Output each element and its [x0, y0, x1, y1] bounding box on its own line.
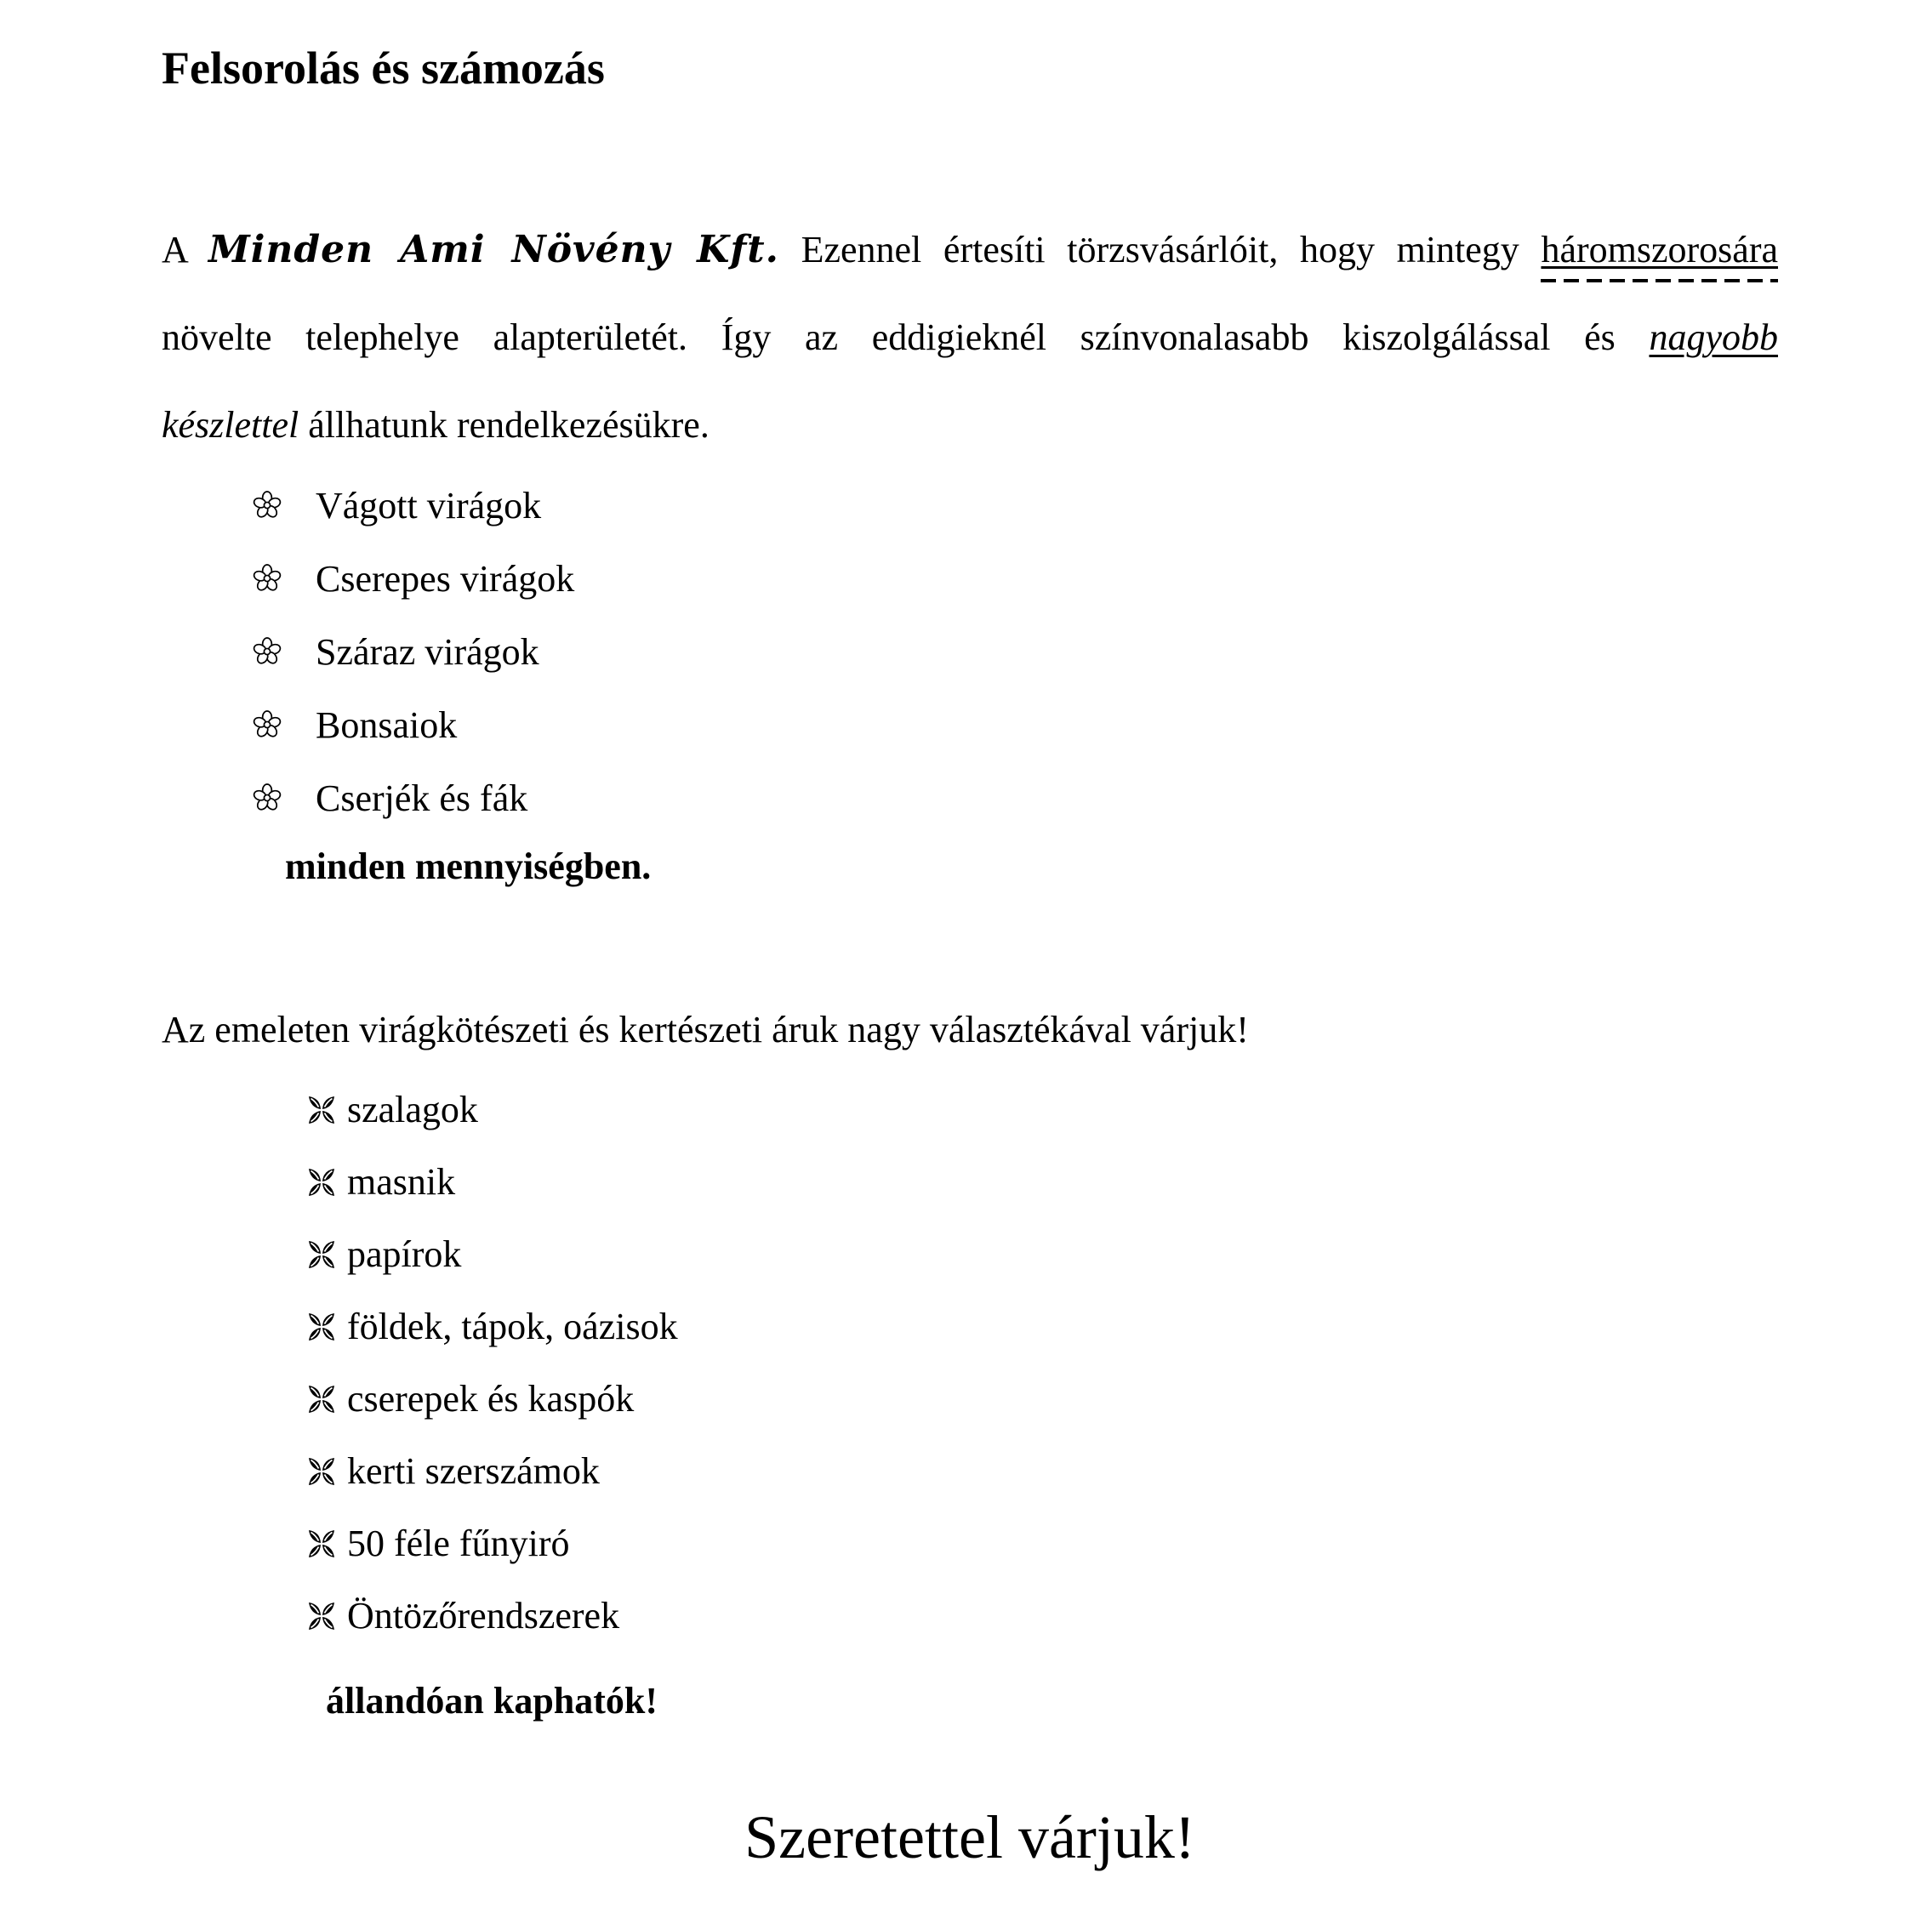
list-item: [162, 761, 1778, 834]
list-item: [162, 1507, 1778, 1580]
intro-line2-text: növelte telephelye alapterületét. Így az eddigieknél színvonalasabb kiszolgálással és: [162, 316, 1650, 358]
intro-line1-middle: Ezennel értesíti törzsvásárlóit, hogy mintegy: [778, 229, 1542, 270]
intro-paragraph: [162, 206, 1778, 469]
middle-paragraph: Az emeleten virágkötészeti és kertészeti áruk nagy választékával várjuk!: [162, 1009, 1249, 1050]
flower-bullet-list: [162, 469, 1778, 834]
flower-bullet-icon: [253, 710, 282, 739]
list-item-label: szalagok: [347, 1089, 478, 1130]
list-item-label: Cserepes virágok: [316, 557, 575, 600]
list-item-label: Vágott virágok: [316, 484, 542, 527]
list-item: [162, 688, 1778, 761]
flower-bullet-icon: [253, 637, 282, 666]
list-item: [162, 1146, 1778, 1218]
intro-line1-prefix: A: [162, 229, 208, 270]
list-item: [162, 1435, 1778, 1507]
list-item-label: 50 féle fűnyiró: [347, 1523, 570, 1564]
list-item-label: cserepek és kaspók: [347, 1378, 635, 1420]
flower-bullet-icon: [253, 783, 282, 812]
leaf-bullet-icon: [305, 1165, 339, 1199]
list-item-label: Cserjék és fák: [316, 777, 528, 819]
list-item-label: kerti szerszámok: [347, 1450, 600, 1492]
leaf-bullet-icon: [305, 1382, 339, 1416]
list-item-label: földek, tápok, oázisok: [347, 1306, 678, 1347]
intro-line-3: [162, 381, 1778, 469]
leaf-bullet-icon: [305, 1238, 339, 1272]
list-item: [162, 1363, 1778, 1435]
company-name: Minden Ami Növény Kft.: [208, 228, 779, 271]
intro-line-2: [162, 293, 1778, 381]
flower-list-footer: minden mennyiségben.: [285, 845, 652, 887]
intro-line-1: [162, 206, 1778, 293]
leaf-bullet-icon: [305, 1527, 339, 1561]
flower-bullet-icon: [253, 491, 282, 520]
list-item-label: Bonsaiok: [316, 703, 458, 746]
list-item: [162, 615, 1778, 688]
closing-line: Szeretettel várjuk!: [744, 1803, 1195, 1871]
leaf-bullet-icon: [305, 1454, 339, 1489]
list-item-label: masnik: [347, 1161, 456, 1203]
leaf-bullet-icon: [305, 1093, 339, 1127]
flower-bullet-icon: [253, 564, 282, 593]
list-item-label: Öntözőrendszerek: [347, 1595, 620, 1637]
document-title: Felsorolás és számozás: [162, 43, 605, 94]
list-item: [162, 1290, 1778, 1363]
list-item-label: papírok: [347, 1233, 462, 1275]
list-item: [162, 1218, 1778, 1290]
list-item-label: Száraz virágok: [316, 630, 539, 673]
intro-line3-text: állhatunk rendelkezésükre.: [299, 404, 710, 446]
emphasis-keszlettel: készlettel: [162, 404, 299, 446]
emphasis-haromszorosara: háromszorosára: [1541, 229, 1778, 282]
list-item: [162, 542, 1778, 615]
leaf-bullet-list: [162, 1073, 1778, 1652]
list-item: [162, 1580, 1778, 1652]
list-item: [162, 469, 1778, 542]
list-item: [162, 1073, 1778, 1146]
emphasis-nagyobb: nagyobb: [1649, 316, 1778, 358]
leaf-bullet-icon: [305, 1599, 339, 1633]
leaf-list-footer: állandóan kaphatók!: [326, 1680, 658, 1722]
leaf-bullet-icon: [305, 1310, 339, 1344]
